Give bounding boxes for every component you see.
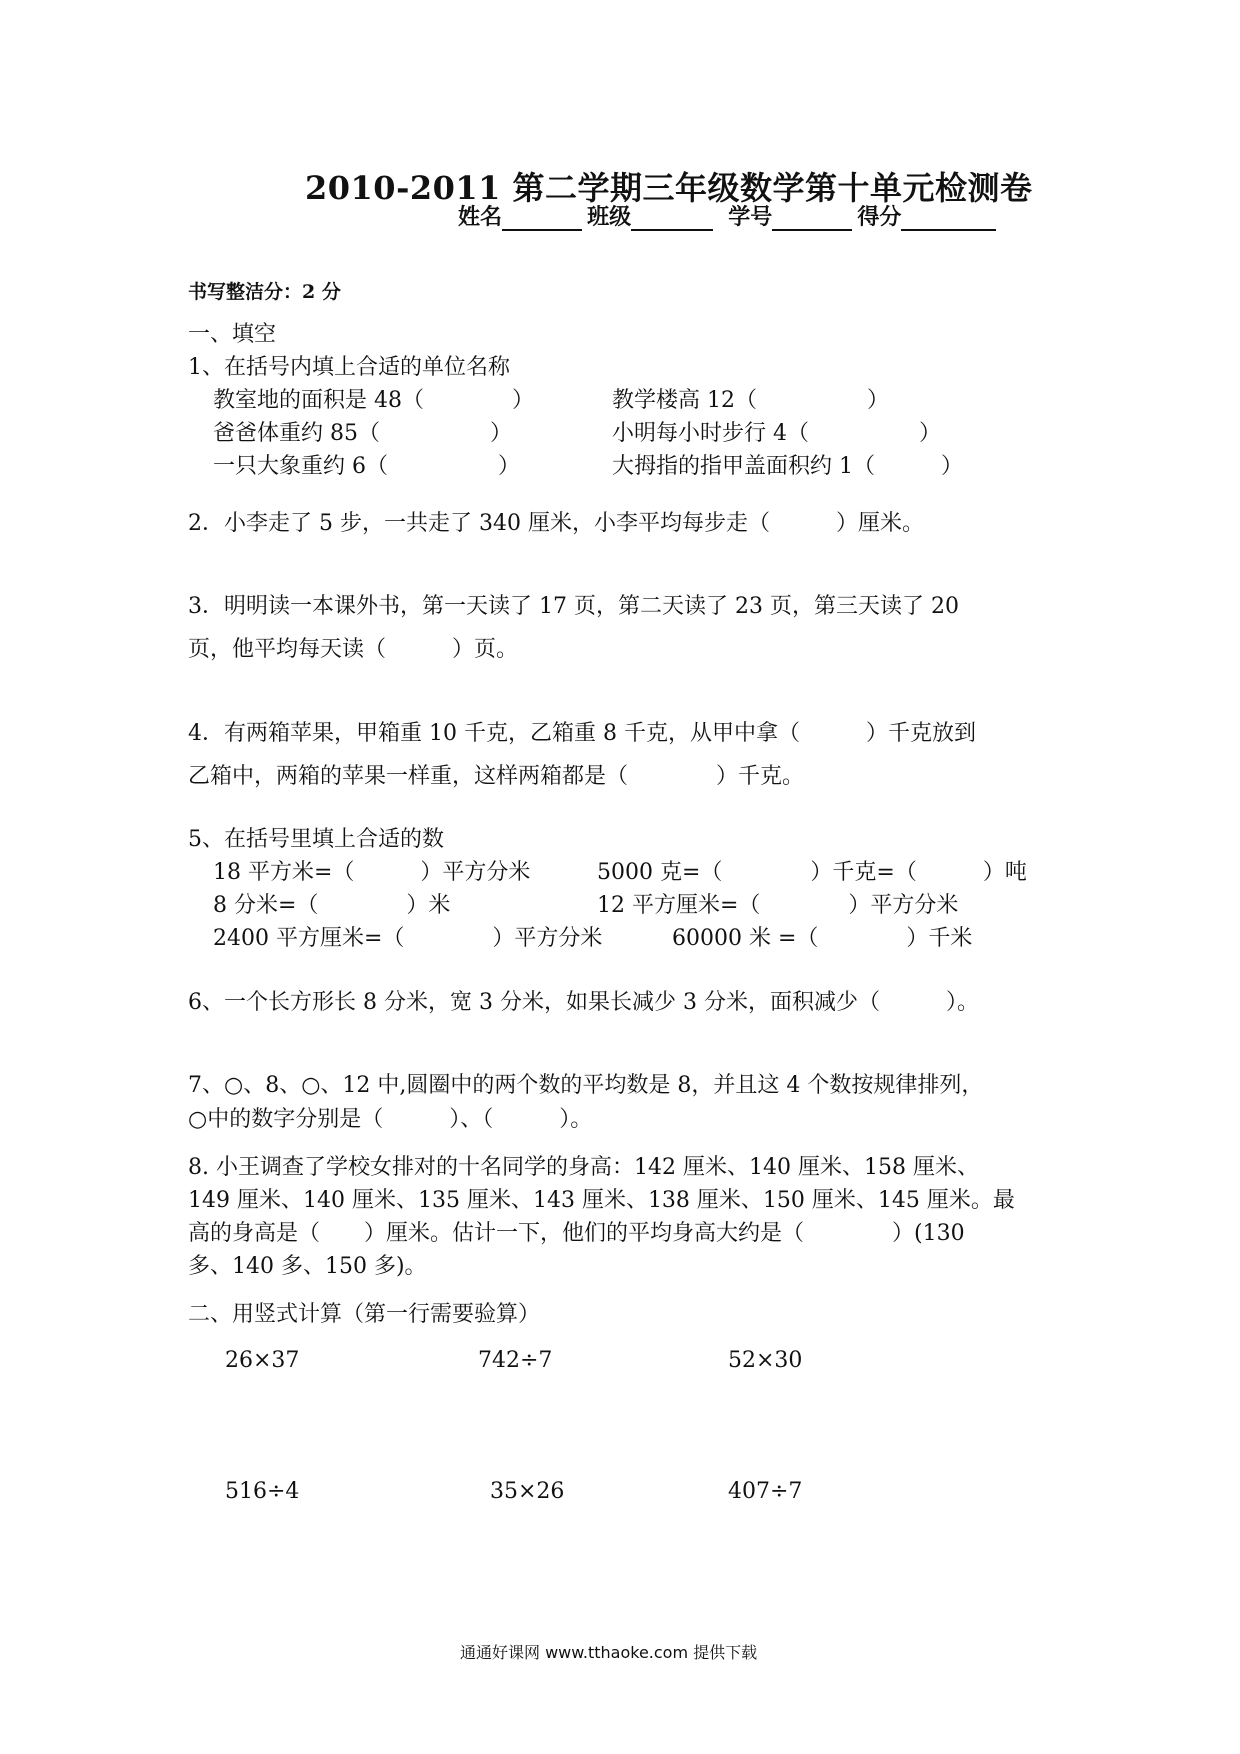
student-info-fields [458,200,996,231]
q5-item: 12 平方厘米=（ ）平方分米 [597,893,959,918]
q5-item: 5000 克=（ ）千克=（ ）吨 [597,860,1027,885]
score-blank[interactable] [901,203,996,231]
name-blank[interactable] [502,203,582,231]
q3-line1: 3．明明读一本课外书，第一天读了 17 页，第二天读了 23 页，第三天读了 20 [188,594,959,619]
q5-item: 60000 米 =（ ）千米 [672,926,973,951]
q5-item: 2400 平方厘米=（ ）平方分米 [213,926,603,951]
q8-line1: 8. 小王调查了学校女排对的十名同学的身高：142 厘米、140 厘米、158 厘米、 [188,1155,979,1180]
footer-source: 通通好课网 www.tthaoke.com 提供下载 [460,1643,758,1662]
q1-text: 1、在括号内填上合适的单位名称 [188,355,510,380]
q1-item: 爸爸体重约 85（ ） [213,421,512,446]
q5-item: 8 分米=（ ）米 [213,893,451,918]
q8-line2: 149 厘米、140 厘米、135 厘米、143 厘米、138 厘米、150 厘米、145 厘米。最 [188,1188,1015,1213]
handwriting-score: 书写整洁分：2 分 [188,281,341,303]
q3-line2: 页，他平均每天读（ ）页。 [188,637,519,662]
q1-item: 一只大象重约 6（ ） [213,454,520,479]
q2-text: 2．小李走了 5 步，一共走了 340 厘米，小李平均每步走（ ）厘米。 [188,511,924,536]
class-blank[interactable] [631,203,713,231]
calc-problem: 516÷4 [225,1479,300,1504]
section1-title: 一、填空 [188,322,277,347]
q5-item: 18 平方米=（ ）平方分米 [213,860,531,885]
class-label: 班级 [587,204,632,230]
q5-text: 5、在括号里填上合适的数 [188,827,444,852]
q8-line3: 高的身高是（ ）厘米。估计一下，他们的平均身高大约是（ ）(130 [188,1221,965,1246]
q4-line2: 乙箱中，两箱的苹果一样重，这样两箱都是（ ）千克。 [188,764,805,789]
calc-problem: 407÷7 [728,1479,803,1504]
q1-item: 教室地的面积是 48（ ） [213,388,534,413]
q1-item: 教学楼高 12（ ） [612,388,889,413]
q8-line4: 多、140 多、150 多)。 [188,1254,427,1279]
name-label: 姓名 [458,204,503,230]
q6-text: 6、一个长方形长 8 分米，宽 3 分米，如果长减少 3 分米，面积减少（ ）。 [188,990,979,1015]
q4-line1: 4．有两箱苹果，甲箱重 10 千克，乙箱重 8 千克，从甲中拿（ ）千克放到 [188,721,976,746]
q7-line1: 7、○、8、○、12 中,圆圈中的两个数的平均数是 8，并且这 4 个数按规律排列， [188,1073,984,1098]
q7-line2: ○中的数字分别是（ ）、（ ）。 [188,1107,593,1132]
number-label: 学号 [728,204,773,230]
q1-item: 小明每小时步行 4（ ） [612,421,941,446]
q1-item: 大拇指的指甲盖面积约 1（ ） [612,454,963,479]
section2-title: 二、用竖式计算（第一行需要验算） [188,1302,541,1327]
calc-problem: 742÷7 [478,1348,553,1373]
page-title: 2010-2011 第二学期三年级数学第十单元检测卷 [305,169,1033,207]
calc-problem: 35×26 [490,1479,565,1504]
calc-problem: 26×37 [225,1348,300,1373]
score-label: 得分 [857,204,902,230]
number-blank[interactable] [772,203,852,231]
calc-problem: 52×30 [728,1348,803,1373]
